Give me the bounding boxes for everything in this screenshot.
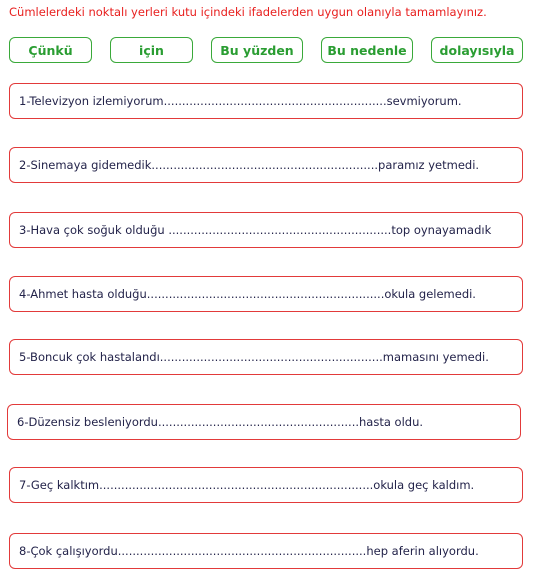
sentence-7: 7-Geç kalktım...........................................................................okula geç kaldım. (9, 467, 523, 503)
sentence-4: 4-Ahmet hasta olduğu.................................................................okula gelemedi. (9, 276, 523, 312)
sentence-6: 6-Düzensiz besleniyordu.......................................................hasta oldu. (7, 404, 521, 440)
word-chip-dolayisiyla: dolayısıyla (431, 37, 523, 63)
sentence-1: 1-Televizyon izlemiyorum.............................................................sevmiyorum. (9, 83, 523, 119)
word-chip-bu-yuzden: Bu yüzden (211, 37, 303, 63)
sentence-8: 8-Çok çalışıyordu....................................................................hep aferin alıyordu. (9, 533, 523, 569)
sentence-2: 2-Sinemaya gidemedik..............................................................paramız yetmedi. (9, 147, 523, 183)
word-chip-cunku: Çünkü (9, 37, 92, 63)
instruction-text: Cümlelerdeki noktalı yerleri kutu içindeki ifadelerden uygun olanıyla tamamlayınız. (9, 5, 487, 19)
word-chip-icin: için (110, 37, 193, 63)
word-chip-bu-nedenle: Bu nedenle (321, 37, 413, 63)
sentence-5: 5-Boncuk çok hastalandı.............................................................mamasını yemedi. (9, 339, 523, 375)
sentence-3: 3-Hava çok soğuk olduğu .............................................................top oynayamadık (9, 212, 523, 248)
